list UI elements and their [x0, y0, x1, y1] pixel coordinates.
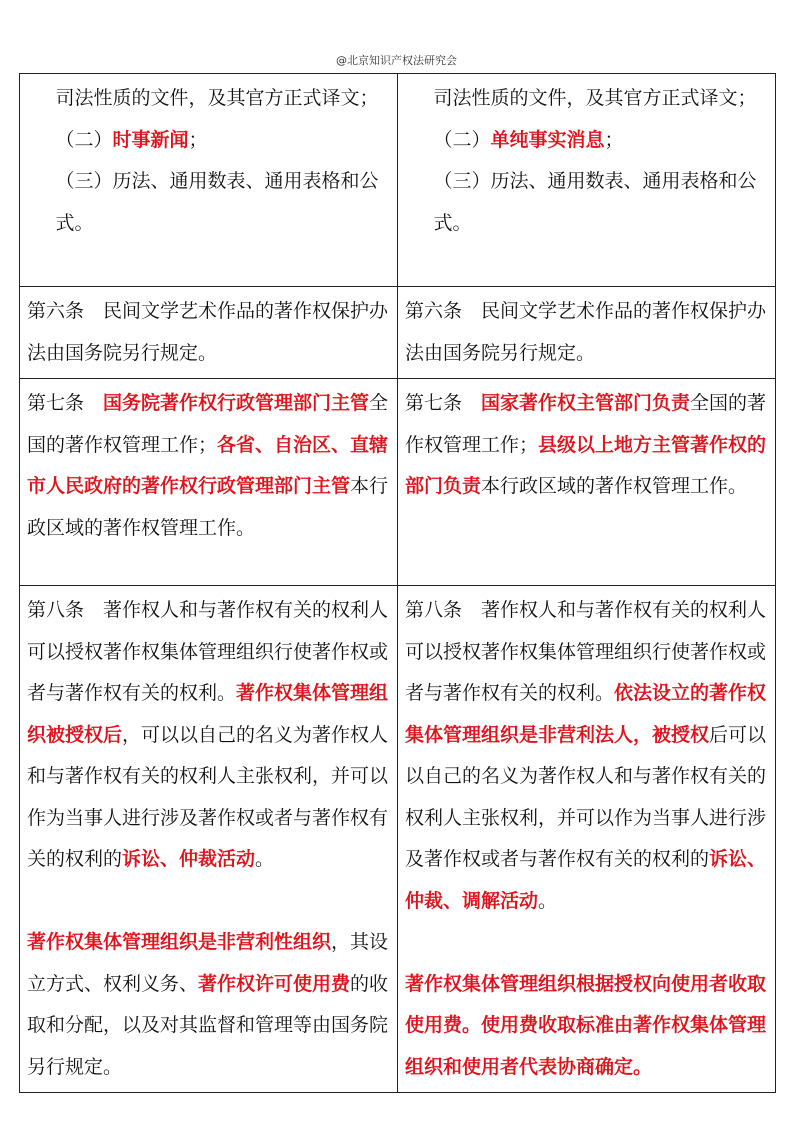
text: 。 [255, 848, 275, 870]
text: 全国的著作权管理工作； [27, 392, 389, 456]
text: 的收取和分配，以及对其监督和管理等由国务院另行规定。 [27, 972, 389, 1078]
paragraph [405, 590, 769, 922]
text: 后可以以自己的名义为著作权人和与著作权有关的权利人主张权利，并可以作为当事人进行涉及著作权或者与著作权有关的权利的 [405, 723, 767, 870]
text: 全国的著作权管理工作； [405, 392, 767, 456]
text: ； [188, 128, 208, 151]
highlight-text: 国家著作权主管部门负责 [481, 392, 691, 414]
text: （二） [55, 128, 113, 151]
paragraph [27, 161, 391, 244]
text: 第八条 著作权人和与著作权有关的权利人可以授权著作权集体管理组织行使著作权或者与著作权有关的权利。 [27, 599, 389, 704]
paragraph [27, 78, 391, 120]
new-text-cell [398, 287, 776, 379]
text: ，其设立方式、权利义务、 [27, 931, 389, 995]
text: 本行政区域的著作权管理工作。 [481, 475, 748, 497]
text: 本行政区域的著作权管理工作。 [27, 475, 389, 539]
old-text-cell [20, 74, 398, 287]
paragraph [405, 161, 769, 244]
highlight-text: 各省、自治区、直辖市人民政府的著作权行政管理部门主管 [27, 433, 389, 497]
new-text-cell [398, 74, 776, 287]
highlight-text: 著作权集体管理组织是非营利性组织 [27, 931, 332, 953]
old-text-cell [20, 379, 398, 586]
paragraph-gap [405, 922, 769, 964]
old-text-cell [20, 586, 398, 1093]
text: ； [604, 128, 624, 151]
highlight-text: 时事新闻 [112, 128, 189, 151]
paragraph [405, 964, 769, 1089]
paragraph [405, 78, 769, 120]
highlight-text: 著作权许可使用费 [198, 972, 351, 995]
comparison-table [19, 73, 776, 1093]
table-row [20, 287, 776, 379]
highlight-text: 著作权集体管理组织根据授权向使用者收取使用费。使用费收取标准由著作权集体管理组织和使用者代表协商确定。 [405, 972, 767, 1078]
table-row [20, 74, 776, 287]
paragraph: 第六条 民间文学艺术作品的著作权保护办法由国务院另行规定。 [27, 300, 389, 364]
page-header: @北京知识产权法研究会 [336, 54, 457, 67]
paragraph [27, 383, 391, 549]
text: ，可以以自己的名义为著作权人和与著作权有关的权利人主张权利，并可以作为当事人进行涉及著作权或者与著作权有关的权利的 [27, 723, 389, 870]
paragraph-gap [27, 881, 391, 923]
text: 。 [538, 889, 558, 912]
new-text-cell [398, 379, 776, 586]
text: （三）历法、通用数表、通用表格和公式。 [433, 170, 757, 234]
highlight-text: 县级以上地方主管著作权的部门负责 [405, 433, 767, 497]
highlight-text: 著作权集体管理组织被授权后 [27, 682, 389, 746]
text: 司法性质的文件，及其官方正式译文； [433, 87, 757, 109]
text: 司法性质的文件，及其官方正式译文； [55, 87, 379, 109]
text: （二） [433, 128, 491, 151]
highlight-text: 单纯事实消息 [490, 128, 605, 151]
text: 第七条 [27, 392, 104, 414]
paragraph [27, 922, 391, 1088]
table-row [20, 586, 776, 1093]
text: 第七条 [405, 392, 482, 414]
paragraph: 第六条 民间文学艺术作品的著作权保护办法由国务院另行规定。 [405, 300, 767, 364]
paragraph [405, 383, 769, 508]
text: （三）历法、通用数表、通用表格和公式。 [55, 170, 379, 234]
paragraph [405, 120, 769, 162]
paragraph [27, 590, 391, 881]
highlight-text: 诉讼、仲裁、调解活动 [405, 848, 767, 912]
text: 第八条 著作权人和与著作权有关的权利人可以授权著作权集体管理组织行使著作权或者与著作权有关的权利。 [405, 599, 767, 704]
highlight-text: 依法设立的著作权集体管理组织是非营利法人，被授权 [405, 682, 767, 746]
highlight-text: 国务院著作权行政管理部门主管 [103, 392, 370, 414]
paragraph [27, 120, 391, 162]
highlight-text: 诉讼、仲裁活动 [122, 848, 256, 870]
new-text-cell [398, 586, 776, 1093]
old-text-cell [20, 287, 398, 379]
table-row [20, 379, 776, 586]
